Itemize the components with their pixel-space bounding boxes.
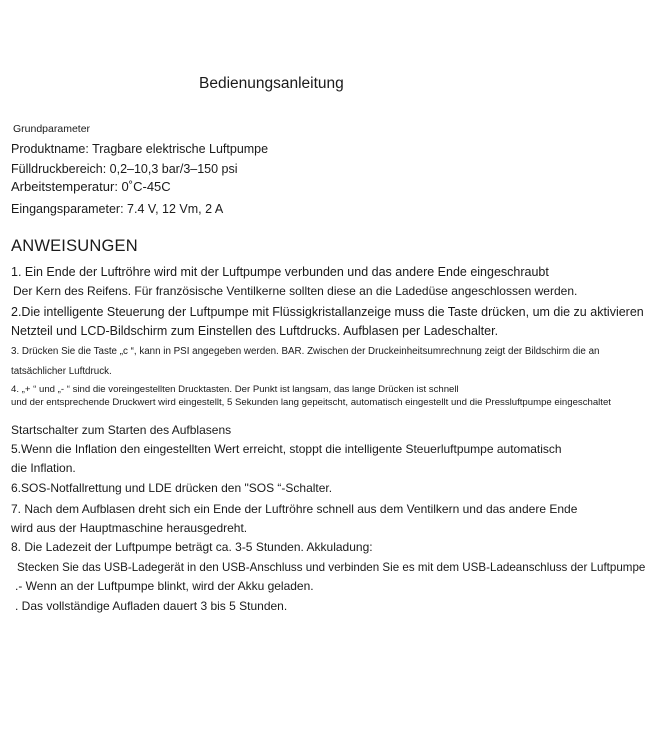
- param-pressure-range: Fülldruckbereich: 0,2–10,3 bar/3–150 psi: [11, 162, 238, 176]
- instructions-heading: ANWEISUNGEN: [11, 237, 138, 255]
- param-working-temperature: Arbeitstemperatur: 0˚C-45C: [11, 179, 171, 194]
- instruction-line: 6.SOS-Notfallrettung und LDE drücken den "SOS “-Schalter.: [11, 481, 333, 495]
- instruction-line: 8. Die Ladezeit der Luftpumpe beträgt ca. 3-5 Stunden. Akkuladung:: [11, 540, 373, 554]
- instruction-line: Stecken Sie das USB-Ladegerät in den USB-Anschluss und verbinden Sie es mit dem USB-Ladeanschluss der Luftpumpe: [17, 561, 646, 574]
- instruction-line: Der Kern des Reifens. Für französische Ventilkerne sollten diese an die Ladedüse angeschlossen werden.: [13, 284, 578, 298]
- instruction-line: .- Wenn an der Luftpumpe blinkt, wird der Akku geladen.: [15, 579, 314, 593]
- param-input-parameters: Eingangsparameter: 7.4 V, 12 Vm, 2 A: [11, 202, 224, 216]
- document-title: Bedienungsanleitung: [199, 75, 344, 92]
- instruction-line: Netzteil und LCD-Bildschirm zum Einstellen des Luftdrucks. Aufblasen per Ladeschalter.: [11, 324, 499, 338]
- param-product-name: Produktname: Tragbare elektrische Luftpumpe: [11, 142, 269, 156]
- instruction-line: 4. „+ “ und „- “ sind die voreingestellten Drucktasten. Der Punkt ist langsam, das lange Drücken ist schnell: [11, 384, 459, 395]
- instruction-line: 7. Nach dem Aufblasen dreht sich ein Ende der Luftröhre schnell aus dem Ventilkern und das andere Ende: [11, 502, 578, 516]
- instruction-line: und der entsprechende Druckwert wird eingestellt, 5 Sekunden lang gepeitscht, automatisch eingestellt und die Pressluftpumpe eingeschaltet: [11, 397, 611, 408]
- instruction-line: tatsächlicher Luftdruck.: [11, 366, 112, 377]
- instruction-line: . Das vollständige Aufladen dauert 3 bis 5 Stunden.: [15, 599, 288, 613]
- parameters-heading: Grundparameter: [13, 123, 91, 135]
- instruction-line: 2.Die intelligente Steuerung der Luftpumpe mit Flüssigkristallanzeige muss die Taste drücken, um die zu aktivieren: [11, 305, 644, 319]
- instruction-line: die Inflation.: [11, 461, 76, 475]
- instruction-line: 1. Ein Ende der Luftröhre wird mit der Luftpumpe verbunden und das andere Ende eingeschraubt: [11, 265, 549, 279]
- instruction-line: Startschalter zum Starten des Aufblasens: [11, 423, 232, 437]
- instruction-line: 5.Wenn die Inflation den eingestellten Wert erreicht, stoppt die intelligente Steuerluftpumpe automatisch: [11, 442, 562, 456]
- instruction-line: wird aus der Hauptmaschine herausgedreht.: [11, 521, 248, 535]
- instruction-line: 3. Drücken Sie die Taste „c “, kann in PSI angegeben werden. BAR. Zwischen der Druckeinheitsumrechnung zeigt der Bildschirm die an: [11, 346, 600, 357]
